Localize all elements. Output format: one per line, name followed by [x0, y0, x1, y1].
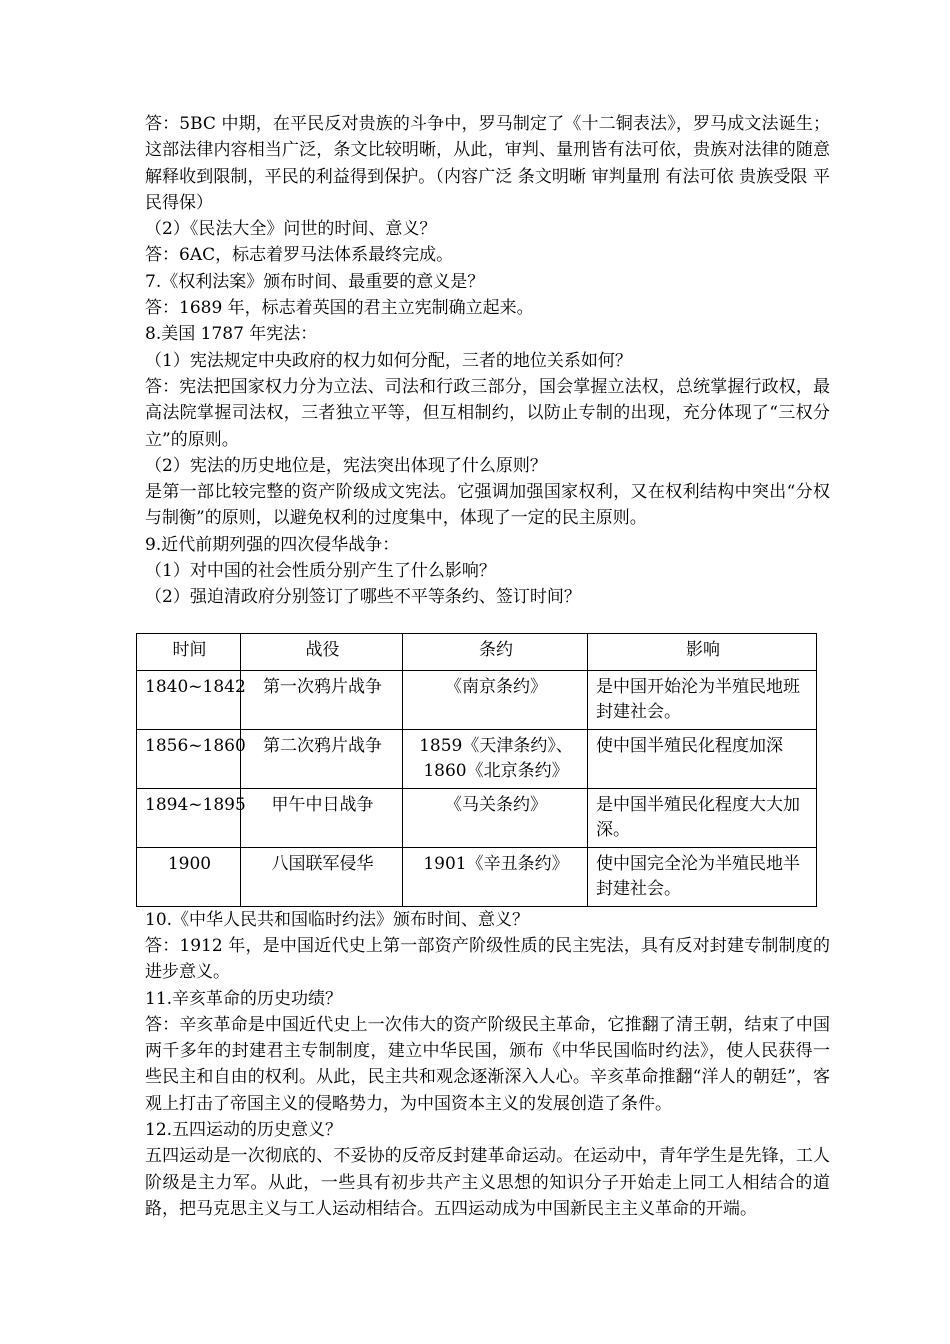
wars-table — [136, 633, 817, 907]
answer-provisional-constitution: 答：1912 年，是中国近代史上第一部资产阶级性质的民主宪法，具有反对封建专制制度的进步意义。 — [145, 935, 830, 983]
question-provisional-constitution: 10.《中华人民共和国临时约法》颁布时间、意义？ — [145, 909, 530, 930]
cell-time: 1900 — [137, 847, 241, 906]
table-row — [137, 847, 817, 906]
answer-bill-of-rights: 答：1689 年，标志着英国的君主立宪制确立起来。 — [145, 298, 534, 319]
cell-treaty: 《马关条约》 — [403, 788, 588, 847]
header-treaty: 条约 — [403, 633, 588, 670]
question-constitution-status: （2）宪法的历史地位是，宪法突出体现了什么原则？ — [145, 455, 547, 476]
cell-time: 1856~1860 — [137, 729, 241, 788]
table-row — [137, 788, 817, 847]
cell-impact: 是中国半殖民化程度大大加深。 — [588, 788, 817, 847]
answer-corpus-juris: 答：6AC，标志着罗马法体系最终完成。 — [145, 245, 454, 266]
cell-battle: 甲午中日战争 — [241, 788, 403, 847]
cell-impact: 使中国完全沦为半殖民地半封建社会。 — [588, 847, 817, 906]
cell-time: 1840~1842 — [137, 670, 241, 729]
spacer — [145, 611, 830, 633]
heading-four-wars: 9.近代前期列强的四次侵华战争： — [145, 534, 400, 555]
question-social-nature: （1）对中国的社会性质分别产生了什么影响？ — [145, 561, 496, 582]
question-bill-of-rights: 7.《权利法案》颁布时间、最重要的意义是？ — [145, 271, 485, 292]
header-battle: 战役 — [241, 633, 403, 670]
question-unequal-treaties: （2）强迫清政府分别签订了哪些不平等条约、签订时间？ — [145, 587, 581, 608]
answer-xinhai-revolution: 答：辛亥革命是中国近代史上一次伟大的资产阶级民主革命，它推翻了清王朝，结束了中国两千多年的封建君主专制制度，建立中华民国，颁布《中华民国临时约法》，使人民获得一些民主和自由的权利。从此，民主共和观念逐渐深入人心。辛亥革命推翻“洋人的朝廷”，客观上打击了帝国主义的侵略势力，为中国资本主义的发展创造了条件。 — [145, 1014, 830, 1114]
question-xinhai-revolution: 11.辛亥革命的历史功绩？ — [145, 988, 343, 1009]
cell-treaty: 1859《天津条约》、1860《北京条约》 — [403, 729, 588, 788]
cell-battle: 第一次鸦片战争 — [241, 670, 403, 729]
table-row — [137, 729, 817, 788]
answer-twelve-tables: 答：5BC 中期，在平民反对贵族的斗争中，罗马制定了《十二铜表法》，罗马成文法诞生；这部法律内容相当广泛，条文比较明晰，从此，审判、量刑皆有法可依，贵族对法律的随意解释收到限制，平民的利益得到保护。（内容广泛 条文明晰 审判量刑 有法可依 贵族受限 平民得保） — [145, 114, 830, 213]
cell-treaty: 1901《辛丑条约》 — [403, 847, 588, 906]
answer-power-distribution: 答：宪法把国家权力分为立法、司法和行政三部分，国会掌握立法权，总统掌握行政权，最高法院掌握司法权，三者独立平等，但互相制约，以防止专制的出现，充分体现了“三权分立”的原则。 — [145, 376, 830, 450]
cell-treaty: 《南京条约》 — [403, 670, 588, 729]
answer-may-fourth: 五四运动是一次彻底的、不妥协的反帝反封建革命运动。在运动中，青年学生是先锋，工人阶级是主力军。从此，一些具有初步共产主义思想的知识分子开始走上同工人相结合的道路，把马克思主义与工人运动相结合。五四运动成为中国新民主主义革命的开端。 — [145, 1146, 830, 1219]
header-impact: 影响 — [588, 633, 817, 670]
question-corpus-juris: （2）《民法大全》问世的时间、意义？ — [145, 219, 437, 240]
cell-impact: 是中国开始沦为半殖民地班封建社会。 — [588, 670, 817, 729]
answer-constitution-status: 是第一部比较完整的资产阶级成文宪法。它强调加强国家权利，又在权利结构中突出“分权与制衡”的原则，以避免权利的过度集中，体现了一定的民主原则。 — [145, 482, 830, 529]
table-header-row — [137, 633, 817, 670]
cell-battle: 第二次鸦片战争 — [241, 729, 403, 788]
cell-time: 1894~1895 — [137, 788, 241, 847]
cell-battle: 八国联军侵华 — [241, 847, 403, 906]
table-row — [137, 670, 817, 729]
header-time: 时间 — [137, 633, 241, 670]
question-may-fourth: 12.五四运动的历史意义？ — [145, 1120, 343, 1141]
heading-us-constitution: 8.美国 1787 年宪法： — [145, 324, 318, 345]
question-power-distribution: （1）宪法规定中央政府的权力如何分配，三者的地位关系如何？ — [145, 350, 632, 371]
cell-impact: 使中国半殖民化程度加深 — [588, 729, 817, 788]
